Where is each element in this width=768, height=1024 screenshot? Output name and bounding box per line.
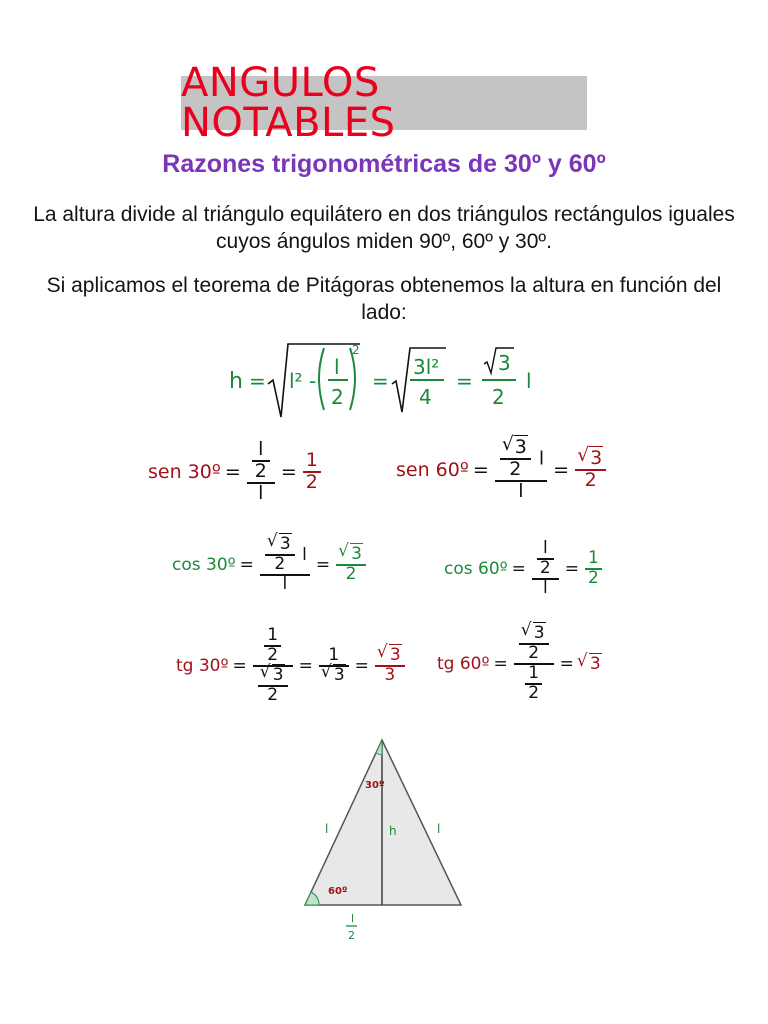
sen30-num-2: 2 [254,459,267,482]
formula-l-over: l [334,355,340,379]
tg30-label: tg 30º [176,655,229,676]
formula-l-squared: l² [289,369,303,393]
height-label: h [389,824,397,838]
cos60-equation: cos 60º = $\frac{\frac{l}{2}}{l}$ = $\frac{1}{2}$ [444,540,604,598]
sen30-eq-2: = [280,460,297,483]
formula-two-b: 2 [492,385,505,409]
side-right-label: l [437,822,441,836]
height-formula [0,340,768,420]
sen30-eq: = [224,460,241,483]
sen30-num-l: l [258,438,264,460]
sen30-result: $\frac{1}{2}$ [303,451,321,493]
formula-two: 2 [331,385,344,409]
sen60-result: √ $\frac{3}{2}$ [575,449,606,491]
angle-30-arc [376,740,382,755]
formula-exponent: 2 [352,343,360,357]
page-subtitle: Razones trigonométricas de 30º y 60º [162,150,606,178]
cos60-fraction: $\frac{\frac{l}{2}}{l}$ [532,540,559,598]
paragraph-pitagoras: Si aplicamos el teorema de Pitágoras obtenemos la altura en función del lado: [46,274,722,324]
tg30-result: √ $\frac{3}{3}$ [375,647,405,685]
cos30-result: √ $\frac{3}{2}$ [336,546,366,584]
tg30-equation: tg 30º = $\frac{1}{2}$ √ $\frac{3}{2}$ = 1 √ 3 = √ $\frac{3}{3}$ [176,627,407,704]
cos60-label: cos 60º [444,558,508,579]
paren-right [350,348,355,410]
sen60-equation: sen 60º = √ $\frac{3}{2}$ l l = √ $\frac{3}{2}$ [396,438,608,502]
sen30-den-l: l [258,481,264,504]
cos30-equation: cos 30º = √ $\frac{3}{2}$ l l = √ $\frac{3}{2}$ [172,536,368,594]
tg60-fraction: √ $\frac{\frac{3}{2}}{\frac{1}{2}}$ [514,625,554,702]
side-left-label: l [325,822,329,836]
base-den-label: 2 [348,929,355,942]
formula-three: 3 [498,351,511,375]
formula-minus: - [309,369,317,393]
tg30-fraction: $\frac{1}{2}$ √ $\frac{3}{2}$ [253,627,293,704]
sen60-label: sen 60º [396,458,469,481]
formula-3l-squared: 3l² [413,355,440,379]
formula-four: 4 [419,385,432,409]
angle-top-label: 30º [365,780,385,791]
formula-eq-2: = [372,369,389,393]
sen30-fraction [247,440,275,504]
cos60-result: $\frac{1}{2}$ [585,550,602,588]
angle-left-label: 60º [328,886,348,897]
cos30-fraction: √ $\frac{3}{2}$ l l [260,536,310,594]
sen30-equation [148,440,323,504]
sen60-fraction: √ $\frac{3}{2}$ l l [495,438,547,502]
formula-eq-1: = [249,369,266,393]
page-title: ANGULOS NOTABLES [181,60,396,146]
tg30-mid: 1 √ 3 [319,647,349,685]
paren-left [319,348,324,410]
tg60-equation: tg 60º = √ $\frac{\frac{3}{2}}{\frac{1}{2}}$ = √ 3 [437,625,602,702]
title-box [181,60,587,146]
tg60-label: tg 60º [437,653,490,674]
paragraph-altura: La altura divide al triángulo equilátero en dos triángulos rectángulos iguales cuyos ángulos miden 90º, 60º y 30º. [33,203,735,253]
sen30-label: sen 30º [148,460,221,483]
formula-eq-3: = [456,369,473,393]
formula-h: h [229,369,243,394]
formula-l-side: l [526,369,532,393]
cos30-label: cos 30º [172,554,236,575]
equilateral-triangle-figure [295,735,475,955]
base-num-label: l [351,912,355,925]
tg60-result: √ 3 [578,654,602,674]
